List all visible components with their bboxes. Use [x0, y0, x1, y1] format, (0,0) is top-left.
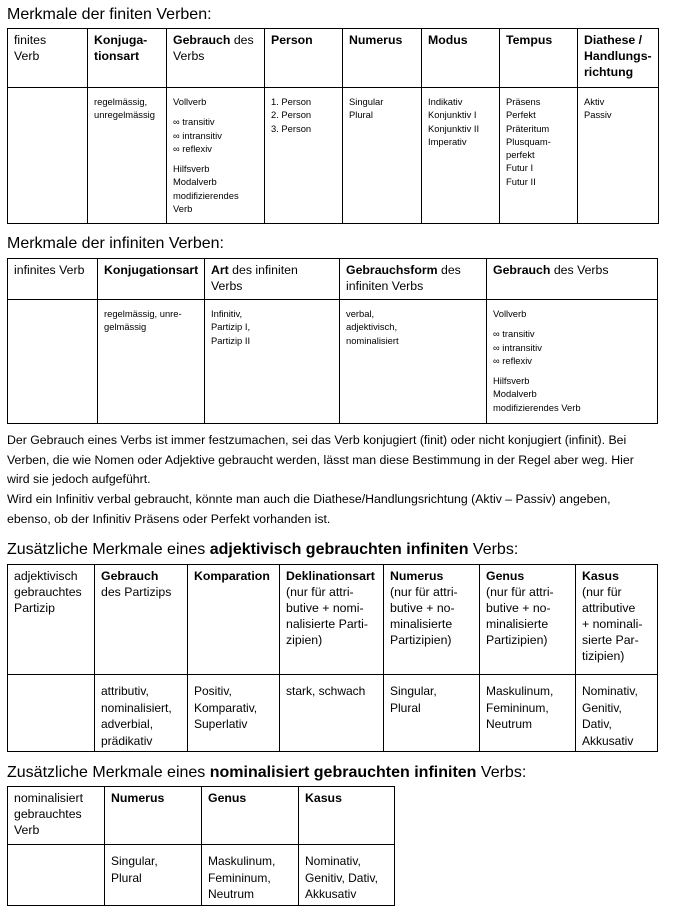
- cell-line: Plural: [390, 700, 421, 715]
- header-line: [390, 600, 474, 616]
- cell-line: Futur II: [506, 175, 536, 187]
- body-cell: [202, 845, 299, 906]
- header-line: [286, 600, 378, 616]
- header-text: Deklinationsart: [286, 569, 375, 583]
- header-text-rest: des Verbs: [550, 263, 609, 277]
- cell-line: prädikativ: [101, 733, 153, 748]
- body-cell: [265, 88, 343, 224]
- header-text: finites: [14, 33, 47, 47]
- body-cell: [299, 845, 395, 906]
- cell-line: Infinitiv,: [211, 308, 243, 319]
- cell-line: Präteritum: [506, 122, 550, 134]
- cell-line: gelmässig: [104, 321, 147, 333]
- header-text: (nur für attri-: [286, 585, 354, 599]
- cell-line: Vollverb: [493, 308, 527, 319]
- line-gap: [493, 367, 652, 374]
- cell-line: Akkusativ: [582, 733, 634, 748]
- cell-line: regelmässig, unre-: [104, 308, 182, 319]
- cell-line: Passiv: [584, 109, 612, 121]
- header-cell: [422, 29, 500, 88]
- header-text: minalisierte: [486, 617, 549, 631]
- header-line: [14, 806, 99, 822]
- body-cell: [88, 88, 167, 224]
- section3-title: [7, 540, 518, 559]
- header-cell: [98, 259, 205, 300]
- cell-line: Perfekt: [506, 109, 536, 121]
- line-gap: [173, 108, 259, 115]
- header-text: Modus: [428, 33, 468, 47]
- cell-line: Maskulinum,: [486, 684, 554, 698]
- header-text: Gebrauch: [101, 569, 159, 583]
- body-cell: [343, 88, 422, 224]
- cell-line: Singular,: [390, 684, 437, 698]
- header-cell: [340, 259, 487, 300]
- cell-line: Aktiv: [584, 96, 605, 107]
- cell-line: ∞ reflexiv: [173, 142, 212, 154]
- body-cell: [105, 845, 202, 906]
- cell-line: Modalverb: [493, 388, 537, 400]
- header-line: [582, 584, 652, 600]
- header-text: Numerus: [349, 33, 403, 47]
- header-text: Numerus: [390, 569, 444, 583]
- header-line: [14, 568, 89, 584]
- header-text: richtung: [584, 65, 634, 79]
- section1-title: Merkmale der finiten Verben:: [7, 6, 212, 23]
- cell-line: Singular: [349, 96, 384, 107]
- header-line: [486, 568, 570, 584]
- cell-line: Konjunktiv II: [428, 122, 480, 134]
- header-text: Diathese /: [584, 33, 643, 47]
- cell-line: modifizierendes Verb: [493, 401, 581, 413]
- header-text-rest: des: [437, 263, 461, 277]
- body-cell: [205, 300, 340, 424]
- section4-title: [7, 763, 526, 782]
- header-line: [506, 32, 572, 48]
- header-text: sierte Par-: [582, 633, 639, 647]
- header-line: [286, 568, 378, 584]
- header-line: [582, 568, 652, 584]
- header-line: [582, 600, 652, 616]
- header-line: [208, 790, 293, 806]
- header-line: [286, 632, 378, 648]
- header-line: [194, 568, 274, 584]
- header-text: Gebrauch: [493, 263, 551, 277]
- cell-line: Vollverb: [173, 96, 207, 107]
- header-text: (nur für attri-: [486, 585, 554, 599]
- cell-line: Nominativ,: [305, 854, 361, 868]
- header-text: Handlungs-: [584, 49, 652, 63]
- header-cell: [8, 259, 98, 300]
- header-cell: [265, 29, 343, 88]
- header-line: [14, 584, 89, 600]
- cell-line: regelmässig,: [94, 96, 148, 107]
- cell-line: Singular,: [111, 854, 158, 868]
- cell-line: 1. Person: [271, 96, 312, 107]
- header-text-rest: des infiniten: [228, 263, 298, 277]
- body-row: [8, 88, 659, 224]
- header-text: infiniten Verbs: [346, 279, 424, 293]
- cell-line: verbal,: [346, 308, 375, 319]
- header-text: Partizipien): [486, 633, 548, 647]
- header-line: [271, 32, 337, 48]
- header-text: (nur für: [582, 585, 622, 599]
- header-line: [486, 600, 570, 616]
- header-line: [111, 790, 196, 806]
- header-text: Gebrauch: [173, 33, 231, 47]
- header-text: butive + no-: [486, 601, 551, 615]
- header-cell: [8, 565, 95, 675]
- body-cell: [384, 675, 480, 752]
- header-cell: [105, 787, 202, 845]
- header-line: [486, 616, 570, 632]
- header-line: [346, 262, 481, 278]
- body-cell: [95, 675, 188, 752]
- paragraph-line: ebenso, ob der Infinitiv Präsens oder Perfekt vorhanden ist.: [7, 511, 331, 526]
- header-line: [390, 584, 474, 600]
- body-cell: [280, 675, 384, 752]
- header-row: [8, 787, 395, 845]
- header-text: attributive: [582, 601, 636, 615]
- cell-line: Nominativ,: [582, 684, 638, 698]
- header-cell: [88, 29, 167, 88]
- cell-line: unregelmässig: [94, 109, 155, 121]
- header-cell: [205, 259, 340, 300]
- header-line: [173, 48, 259, 64]
- body-cell: [167, 88, 265, 224]
- body-cell: [188, 675, 280, 752]
- cell-line: Verb: [173, 203, 193, 215]
- header-line: [14, 790, 99, 806]
- body-cell: [8, 88, 88, 224]
- header-line: [584, 32, 653, 48]
- header-cell: [167, 29, 265, 88]
- cell-line: nominalisiert,: [101, 700, 172, 715]
- header-text: des Partizips: [101, 585, 172, 599]
- section4-title-bold: nominalisiert gebrauchten infiniten: [209, 764, 477, 781]
- cell-line: Akkusativ: [305, 887, 357, 901]
- cell-line: Komparativ,: [194, 700, 258, 715]
- paragraph-line: Verben, die wie Nomen oder Adjektive gebraucht werden, lässt man diese Bestimmung in der Regel aber weg. Hier: [7, 452, 634, 467]
- cell-line: Futur I: [506, 162, 534, 174]
- header-line: [286, 616, 378, 632]
- cell-line: Indikativ: [428, 96, 463, 107]
- header-line: [104, 262, 199, 278]
- cell-line: ∞ reflexiv: [493, 354, 532, 366]
- cell-line: Maskulinum,: [208, 854, 276, 868]
- header-text: Numerus: [111, 791, 165, 805]
- header-text: Verb: [14, 49, 40, 63]
- body-cell: [98, 300, 205, 424]
- cell-line: Positiv,: [194, 684, 232, 698]
- header-line: [101, 568, 182, 584]
- cell-line: Imperativ: [428, 135, 467, 147]
- body-row: [8, 845, 395, 906]
- header-line: [486, 584, 570, 600]
- body-cell: [480, 675, 576, 752]
- header-line: [584, 48, 653, 64]
- header-text: adjektivisch: [14, 569, 78, 583]
- body-cell: [487, 300, 658, 424]
- header-row: [8, 29, 659, 88]
- body-cell: [500, 88, 578, 224]
- header-line: [349, 32, 416, 48]
- header-text: Genus: [486, 569, 525, 583]
- header-text: nalisierte Parti-: [286, 617, 369, 631]
- header-cell: [343, 29, 422, 88]
- header-cell: [480, 565, 576, 675]
- paragraph-line: Der Gebrauch eines Verbs ist immer festzumachen, sei das Verb konjugiert (finit) oder nicht konjugiert (infinit). Bei: [7, 433, 627, 447]
- cell-line: Femininum,: [486, 700, 549, 715]
- header-line: [582, 632, 652, 648]
- cell-line: Partizip II: [211, 334, 251, 346]
- header-line: [493, 262, 652, 278]
- body-row: [8, 300, 658, 424]
- section2-title: Merkmale der infiniten Verben:: [7, 235, 224, 252]
- header-text: Genus: [208, 791, 247, 805]
- body-cell: [340, 300, 487, 424]
- cell-line: Hilfsverb: [173, 163, 210, 175]
- header-line: [582, 648, 652, 664]
- cell-line: Genitiv, Dativ,: [305, 870, 378, 885]
- header-text-rest: des: [230, 33, 254, 47]
- header-text: Tempus: [506, 33, 553, 47]
- header-line: [14, 48, 82, 64]
- line-gap: [173, 155, 259, 162]
- header-line: [94, 32, 161, 48]
- header-cell: [576, 565, 658, 675]
- header-line: [305, 790, 389, 806]
- header-text: tionsart: [94, 49, 140, 63]
- section3-title-pre: Zusätzliche Merkmale eines: [7, 541, 210, 558]
- adjectival-participle-table: [7, 564, 658, 752]
- cell-line: adjektivisch,: [346, 321, 398, 333]
- cell-line: 2. Person: [271, 109, 312, 121]
- nominalized-verb-table: [7, 786, 395, 906]
- header-line: [428, 32, 494, 48]
- header-text: Konjuga-: [94, 33, 148, 47]
- header-line: [211, 262, 334, 278]
- header-cell: [578, 29, 659, 88]
- header-text: nominalisiert: [14, 791, 84, 805]
- header-cell: [8, 29, 88, 88]
- body-cell: [8, 300, 98, 424]
- header-text: Person: [271, 33, 313, 47]
- cell-line: stark, schwach: [286, 684, 366, 698]
- header-text: Partizipien): [390, 633, 452, 647]
- header-line: [286, 584, 378, 600]
- header-text: Partizip: [14, 601, 56, 615]
- cell-line: Femininum,: [208, 870, 271, 885]
- cell-line: ∞ transitiv: [173, 116, 215, 128]
- cell-line: ∞ intransitiv: [173, 129, 222, 141]
- cell-line: Plural: [111, 870, 142, 885]
- section3-title-post: Verbs:: [468, 541, 519, 558]
- header-cell: [299, 787, 395, 845]
- header-text: gebrauchtes: [14, 585, 82, 599]
- header-text: Konjugationsart: [104, 263, 199, 277]
- header-line: [346, 278, 481, 294]
- header-text: Verbs: [211, 279, 243, 293]
- header-line: [173, 32, 259, 48]
- header-cell: [500, 29, 578, 88]
- header-line: [101, 584, 182, 600]
- cell-line: adverbial,: [101, 717, 154, 731]
- header-text: (nur für attri-: [390, 585, 458, 599]
- header-text: Komparation: [194, 569, 270, 583]
- cell-line: ∞ intransitiv: [493, 341, 542, 353]
- header-cell: [280, 565, 384, 675]
- cell-line: Neutrum: [486, 717, 533, 731]
- cell-line: Superlativ: [194, 717, 248, 731]
- body-row: [8, 675, 658, 752]
- body-cell: [576, 675, 658, 752]
- header-text: Gebrauchsform: [346, 263, 438, 277]
- cell-line: Plural: [349, 109, 373, 121]
- section4-title-pre: Zusätzliche Merkmale eines: [7, 764, 210, 781]
- cell-line: 3. Person: [271, 122, 312, 134]
- header-text: gebrauchtes: [14, 807, 82, 821]
- section3-title-bold: adjektivisch gebrauchten infiniten: [209, 541, 469, 558]
- header-row: [8, 259, 658, 300]
- header-line: [390, 632, 474, 648]
- line-gap: [493, 320, 652, 327]
- cell-line: perfekt: [506, 149, 535, 161]
- explanation-paragraph: [7, 431, 667, 530]
- cell-line: attributiv,: [101, 684, 149, 698]
- cell-line: Konjunktiv I: [428, 109, 477, 121]
- header-line: [211, 278, 334, 294]
- header-line: [94, 48, 161, 64]
- cell-line: Präsens: [506, 96, 541, 107]
- cell-line: Modalverb: [173, 176, 217, 188]
- body-cell: [8, 845, 105, 906]
- body-cell: [8, 675, 95, 752]
- header-line: [582, 616, 652, 632]
- header-line: [14, 600, 89, 616]
- cell-line: Genitiv,: [582, 700, 622, 715]
- header-cell: [202, 787, 299, 845]
- cell-line: Plusquam-: [506, 135, 551, 147]
- cell-line: Dativ,: [582, 717, 612, 731]
- paragraph-line: wird sie jedoch aufgeführt.: [7, 472, 151, 487]
- header-line: [14, 822, 99, 838]
- header-text: Art: [211, 263, 229, 277]
- section4-title-post: Verbs:: [476, 764, 527, 781]
- header-line: [584, 64, 653, 80]
- header-row: [8, 565, 658, 675]
- header-text: Kasus: [305, 791, 342, 805]
- paragraph-line: Wird ein Infinitiv verbal gebraucht, könnte man auch die Diathese/Handlungsrichtung (Aktiv – Passiv) angeben,: [7, 492, 611, 507]
- header-line: [390, 616, 474, 632]
- header-text: butive + no-: [390, 601, 455, 615]
- header-text: Verb: [14, 823, 40, 837]
- cell-line: modifizierendes: [173, 189, 239, 201]
- cell-line: Partizip I,: [211, 321, 251, 333]
- header-text: + nominali-: [582, 617, 643, 631]
- body-cell: [578, 88, 659, 224]
- header-cell: [8, 787, 105, 845]
- infinite-verbs-table: [7, 258, 658, 424]
- header-line: [390, 568, 474, 584]
- cell-line: ∞ transitiv: [493, 328, 535, 340]
- header-text: butive + nomi-: [286, 601, 364, 615]
- header-line: [14, 32, 82, 48]
- header-text: Verbs: [173, 49, 205, 63]
- header-line: [14, 262, 92, 278]
- header-line: [486, 632, 570, 648]
- cell-line: Hilfsverb: [493, 375, 530, 387]
- cell-line: Neutrum: [208, 887, 255, 901]
- header-text: zipien): [286, 633, 323, 647]
- header-text: infinites Verb: [14, 263, 85, 277]
- header-cell: [487, 259, 658, 300]
- header-text: tizipien): [582, 649, 625, 663]
- header-text: Kasus: [582, 569, 619, 583]
- body-cell: [422, 88, 500, 224]
- header-cell: [384, 565, 480, 675]
- cell-line: nominalisiert: [346, 334, 399, 346]
- header-cell: [188, 565, 280, 675]
- finite-verbs-table: [7, 28, 659, 224]
- header-cell: [95, 565, 188, 675]
- header-text: minalisierte: [390, 617, 453, 631]
